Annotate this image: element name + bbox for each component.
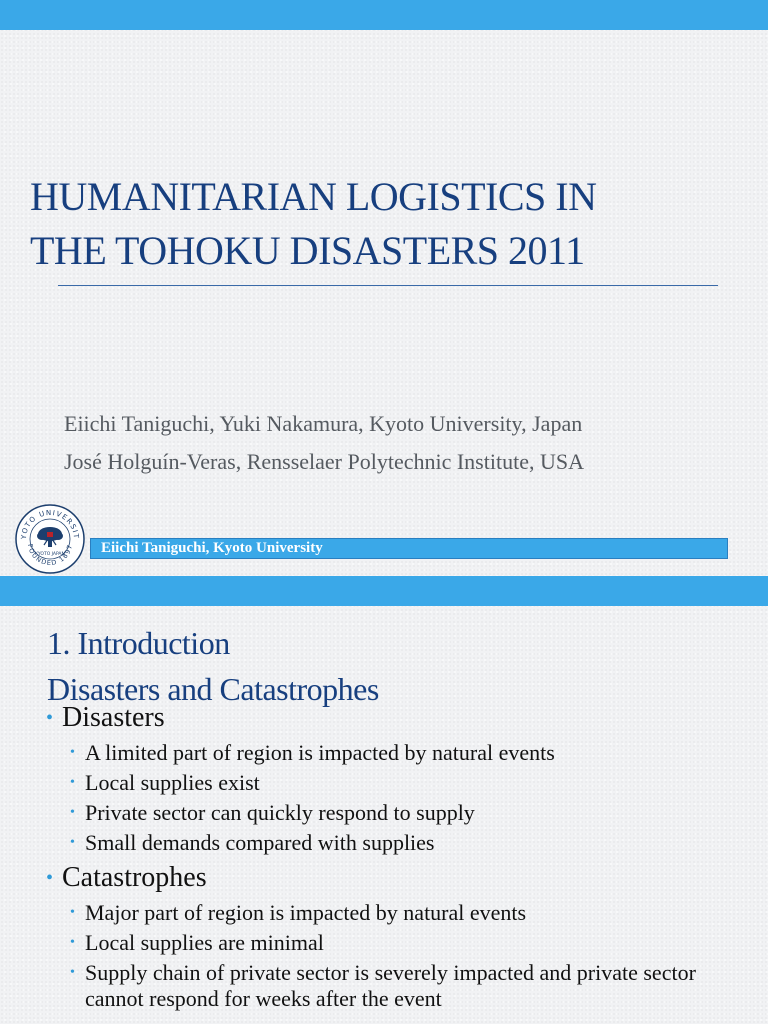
heading-line-1: 1. Introduction <box>47 625 230 661</box>
bullet-dot-icon: • <box>70 905 75 920</box>
list-item: • Local supplies exist <box>70 770 260 795</box>
author-list <box>64 405 744 481</box>
bullet-dot-icon: • <box>70 805 75 820</box>
list-item: • Major part of region is impacted by natural events <box>70 900 527 925</box>
section-label: Catastrophes <box>62 862 207 893</box>
content-slide-heading <box>47 620 379 712</box>
seal-middle-text: KYOTO JAPAN <box>35 552 65 557</box>
list-item: • A limited part of region is impacted by natural events <box>70 740 555 765</box>
seal-bottom-text: FOUNDED 1897 <box>25 543 75 568</box>
bullet-dot-icon: • <box>70 775 75 790</box>
heading-line-2: Disasters and Catastrophes <box>47 671 379 707</box>
section-disasters <box>46 700 746 856</box>
section-catastrophes <box>46 860 746 1012</box>
footer-bar <box>90 538 728 559</box>
section-label: Disasters <box>62 702 165 733</box>
top-accent-bar <box>0 576 768 606</box>
list-item: • Private sector can quickly respond to supply <box>70 800 475 825</box>
bullet-dot-icon: • <box>70 935 75 950</box>
author-line: Eiichi Taniguchi, Yuki Nakamura, Kyoto University, Japan <box>64 411 583 436</box>
list-item: • Local supplies are minimal <box>70 930 324 955</box>
sub-bullet-list <box>70 740 746 856</box>
sub-bullet-list <box>70 900 746 1012</box>
bullet-dot-icon: • <box>70 965 75 980</box>
list-item: • Small demands compared with supplies <box>70 830 435 855</box>
kyoto-university-seal-logo <box>14 503 86 575</box>
list-item: • Supply chain of private sector is severely impacted and private sector cannot respond for weeks after the event <box>70 960 696 1011</box>
bullet-list <box>46 700 746 1012</box>
seal-top-text: YOTO UNIVERSIT <box>19 508 81 540</box>
title-line-1: HUMANITARIAN LOGISTICS IN <box>30 174 597 219</box>
slide-title <box>30 170 730 278</box>
title-underline <box>58 285 718 286</box>
footer-text: Eiichi Taniguchi, Kyoto University <box>101 540 323 556</box>
title-line-2: THE TOHOKU DISASTERS 2011 <box>30 228 585 273</box>
top-accent-bar <box>0 0 768 30</box>
bullet-dot-icon: • <box>46 867 54 889</box>
bullet-dot-icon: • <box>46 707 54 729</box>
bullet-dot-icon: • <box>70 745 75 760</box>
bullet-dot-icon: • <box>70 835 75 850</box>
author-line: José Holguín-Veras, Rensselaer Polytechnic Institute, USA <box>64 449 584 474</box>
